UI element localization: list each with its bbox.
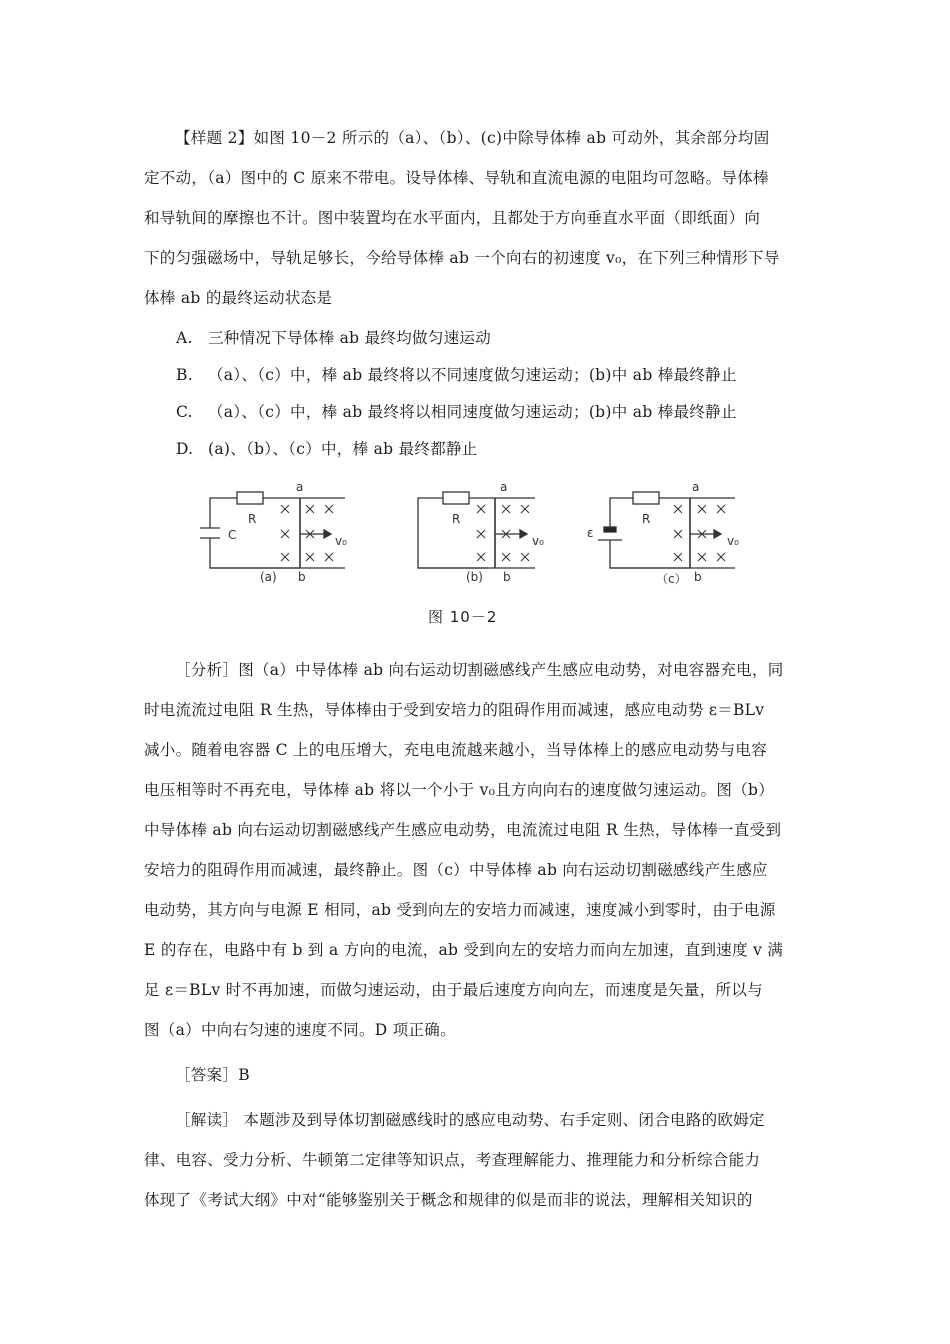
interpretation-line-2: 律、电容、受力分析、牛顿第二定律等知识点，考查理解能力、推理能力和分析综合能力 [144,1151,761,1169]
interpretation-line-1: ［解读］ 本题涉及到导体切割磁感线时的感应电动势、右手定则、闭合电路的欧姆定 [175,1111,765,1129]
circuit-b [418,492,535,568]
analysis-line-10: 图（a）中向右匀速的速度不同。D 项正确。 [144,1021,456,1039]
analysis-line-7: 电动势，其方向与电源 E 相同，ab 受到向左的安培力而减速，速度减小到零时，由于电源 [144,901,776,919]
label-circuit-a: (a) [260,570,277,584]
option-c [176,400,737,424]
label-rod-bottom-c: b [694,570,702,584]
label-rod-bottom-b: b [503,570,511,584]
analysis-line-4: 电压相等时不再充电，导体棒 ab 将以一个小于 v₀且方向向右的速度做匀速运动。图（b） [144,781,775,799]
label-rod-top-a: a [296,480,304,494]
label-circuit-c: （c） [656,572,687,586]
figure-caption: 图 10－2 [428,608,498,626]
question-line-4: 下的匀强磁场中，导轨足够长，今给导体棒 ab 一个向右的初速度 v₀，在下列三种情形下导 [144,249,780,267]
label-resistor-c: R [642,512,651,526]
option-text: 三种情况下导体棒 ab 最终均做匀速运动 [208,329,492,347]
label-circuit-b: (b) [466,570,483,584]
analysis-line-8: E 的存在，电路中有 b 到 a 方向的电流，ab 受到向左的安培力而向左加速，直到速度 v 满 [144,941,784,959]
label-velocity-b: v₀ [532,534,544,548]
option-text: （a）、（c）中，棒 ab 最终将以相同速度做匀速运动；(b)中 ab 棒最终静止 [208,403,737,421]
analysis-line-2: 时电流流过电阻 R 生热，导体棒由于受到安培力的阻碍作用而减速，感应电动势 ε＝BLv [144,701,765,719]
battery-c [604,527,616,532]
option-b [176,363,737,387]
circuit-figure [190,478,760,638]
label-velocity-a: v₀ [335,534,347,548]
question-line-1: 【样题 2】如图 10－2 所示的（a）、（b）、(c)中除导体棒 ab 可动外，其余部分均固 [175,129,770,147]
label-resistor-a: R [248,512,257,526]
answer-line: ［答案］B [175,1066,250,1084]
option-letter: B. [176,366,193,384]
circuit-a [200,492,345,568]
question-line-3: 和导轨间的摩擦也不计。图中装置均在水平面内，且都处于方向垂直水平面（即纸面）向 [144,209,761,227]
label-source-c: ε [587,526,594,540]
resistor-c [633,492,659,504]
circuit-c [598,492,735,568]
label-capacitor-a: C [228,528,237,542]
question-line-5: 体棒 ab 的最终运动状态是 [144,289,333,307]
resistor-a [237,492,263,504]
analysis-line-9: 足 ε＝BLv 时不再加速，而做匀速运动，由于最后速度方向向左，而速度是矢量，所以与 [144,981,763,999]
option-a [176,326,491,350]
label-velocity-c: v₀ [727,534,739,548]
question-line-2: 定不动，（a）图中的 C 原来不带电。设导体棒、导轨和直流电源的电阻均可忽略。导体棒 [144,169,769,187]
label-rod-bottom-a: b [298,570,306,584]
label-rod-top-c: a [692,480,700,494]
label-resistor-b: R [452,512,461,526]
option-letter: C. [176,403,193,421]
option-text: （a）、（c）中，棒 ab 最终将以不同速度做匀速运动；(b)中 ab 棒最终静止 [208,366,737,384]
analysis-line-1: ［分析］图（a）中导体棒 ab 向右运动切割磁感线产生感应电动势，对电容器充电，同 [175,661,784,679]
interpretation-line-3: 体现了《考试大纲》中对“能够鉴别关于概念和规律的似是而非的说法，理解相关知识的 [144,1191,753,1209]
option-letter: D. [176,440,194,458]
analysis-line-6: 安培力的阻碍作用而减速，最终静止。图（c）中导体棒 ab 向右运动切割磁感线产生感应 [144,861,768,879]
label-rod-top-b: a [500,480,508,494]
option-text: (a)、（b）、（c）中，棒 ab 最终都静止 [208,440,478,458]
analysis-line-3: 减小。随着电容器 C 上的电压增大，充电电流越来越小，当导体棒上的感应电动势与电容 [144,741,768,759]
option-letter: A. [176,329,193,347]
analysis-line-5: 中导体棒 ab 向右运动切割磁感线产生感应电动势，电流流过电阻 R 生热，导体棒一直受到 [144,821,782,839]
option-d [176,437,478,461]
resistor-b [443,492,469,504]
